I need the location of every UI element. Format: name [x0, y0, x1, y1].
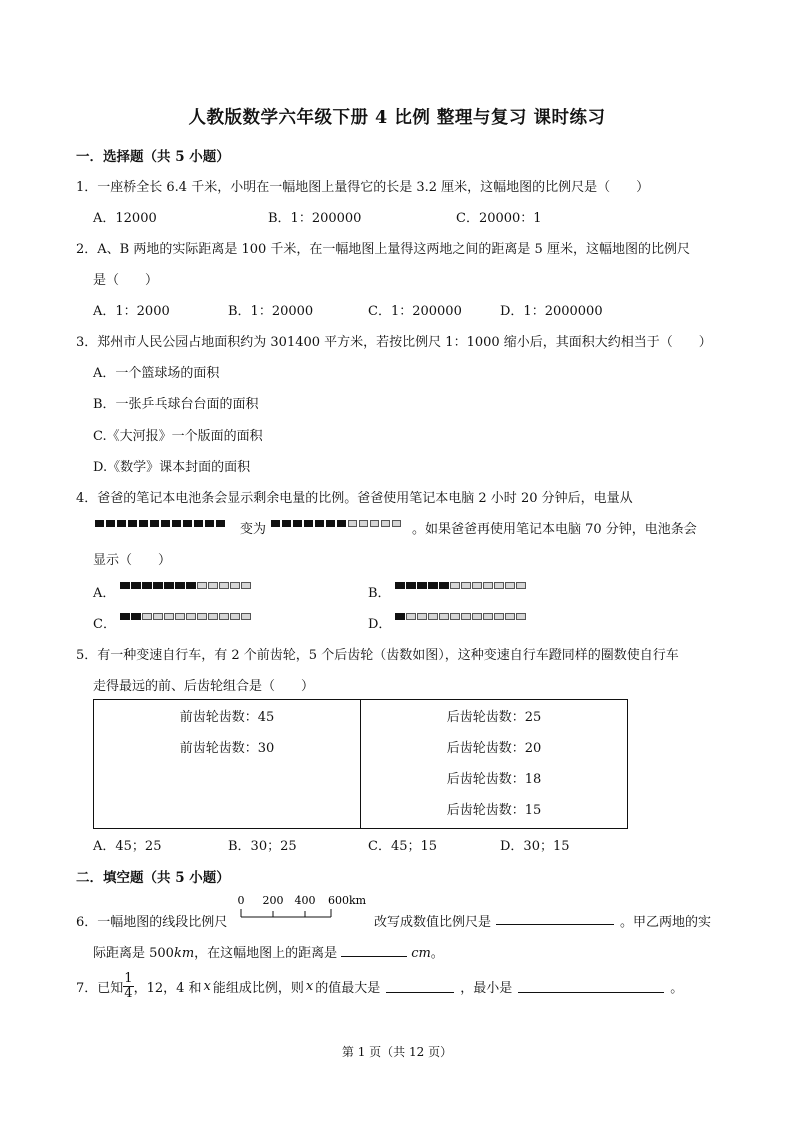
- q7-var: x: [203, 978, 211, 994]
- q3-option-c: C.《大河报》一个版面的面积: [93, 429, 263, 444]
- gear-table: [93, 699, 628, 829]
- battery-segment-empty: [417, 613, 427, 620]
- battery-segment-empty: [494, 613, 504, 620]
- fraction-numerator: 1: [124, 970, 133, 986]
- q3-option-d: D.《数学》课本封面的面积: [93, 460, 251, 475]
- q2-option-b: B．1：20000: [228, 304, 314, 319]
- q6-line2: [93, 942, 444, 961]
- q7-blank-max[interactable]: [386, 980, 454, 993]
- battery-segment-empty: [483, 613, 493, 620]
- battery-segment-empty: [230, 582, 240, 589]
- q4-stem-line2: 。如果爸爸再使用笔记本电脑 70 分钟，电池条会: [412, 522, 697, 537]
- q6-blank-1[interactable]: [496, 912, 614, 925]
- rear-gear-20: 后齿轮齿数：20: [446, 741, 542, 756]
- q7-mid3: 的值最大是: [315, 980, 381, 996]
- q7-blank-min[interactable]: [518, 980, 664, 993]
- q4-option-d-battery: [395, 613, 527, 620]
- front-gear-30: 前齿轮齿数：30: [179, 741, 275, 756]
- q6-prefix: 6．一幅地图的线段比例尺: [76, 915, 228, 930]
- battery-segment-empty: [494, 582, 504, 589]
- battery-segment-empty: [164, 613, 174, 620]
- scale-label-600km: 600km: [327, 894, 367, 907]
- battery-segment-full: [304, 520, 313, 527]
- battery-segment-full: [142, 582, 152, 589]
- front-gear-45: 前齿轮齿数：45: [179, 710, 275, 725]
- battery-segment-empty: [197, 613, 207, 620]
- battery-segment-full: [131, 582, 141, 589]
- q3-option-a: A．一个篮球场的面积: [93, 366, 220, 381]
- q7-prefix: 7．已知: [76, 980, 124, 996]
- battery-segment-empty: [406, 613, 416, 620]
- q5-option-d: D．30；15: [500, 839, 570, 854]
- q5-option-c: C．45；15: [368, 839, 438, 854]
- q6-line2-b: ，在这幅地图上的距离是: [194, 946, 338, 961]
- battery-segment-full: [293, 520, 302, 527]
- battery-segment-empty: [516, 613, 526, 620]
- battery-segment-full: [95, 520, 104, 527]
- battery-segment-empty: [370, 520, 379, 527]
- battery-segment-empty: [219, 582, 229, 589]
- q5-option-b: B．30；25: [228, 839, 297, 854]
- battery-segment-full: [439, 582, 449, 589]
- q7-mid2: 能组成比例，则: [212, 980, 304, 996]
- battery-segment-empty: [516, 582, 526, 589]
- q4-option-c-battery: [120, 613, 252, 620]
- q3-stem: 3．郑州市人民公园占地面积约为 301400 平方米，若按比例尺 1：1000 缩小后，其面积大约相当于（ ）: [76, 335, 712, 350]
- battery-segment-full: [139, 520, 148, 527]
- rear-gear-cell: [361, 700, 628, 829]
- q2-stem-line1: 2．A、B 两地的实际距离是 100 千米，在一幅地图上量得这两地之间的距离是 5 厘米，这幅地图的比例尺: [76, 242, 690, 257]
- battery-segment-empty: [461, 613, 471, 620]
- battery-segment-empty: [142, 613, 152, 620]
- q4-option-c-label: C．: [93, 617, 116, 632]
- q1-option-b: B．1：200000: [268, 211, 362, 226]
- battery-segment-full: [194, 520, 203, 527]
- battery-segment-full: [406, 582, 416, 589]
- section-heading-fill: 二．填空题（共 5 小题）: [76, 870, 230, 886]
- q6-line2-a: 际距离是 500: [93, 946, 174, 961]
- q2-stem-line2: 是（ ）: [93, 273, 159, 288]
- battery-segment-full: [315, 520, 324, 527]
- battery-segment-empty: [208, 582, 218, 589]
- battery-segment-empty: [472, 582, 482, 589]
- q4-change-word: 变为: [240, 522, 267, 537]
- q5-option-a: A．45；25: [93, 839, 162, 854]
- battery-segment-full: [326, 520, 335, 527]
- q2-option-d: D．1：2000000: [500, 304, 603, 319]
- section-heading-choice: 一．选择题（共 5 小题）: [76, 149, 230, 165]
- q6-line2-end: 。: [430, 946, 444, 961]
- q5-stem-line2: 走得最远的前、后齿轮组合是（ ）: [93, 679, 315, 694]
- battery-segment-empty: [241, 613, 251, 620]
- q6-middle: 改写成数值比例尺是: [374, 915, 492, 930]
- scale-label-400: 400: [294, 894, 316, 907]
- battery-segment-empty: [439, 613, 449, 620]
- battery-segment-full: [428, 582, 438, 589]
- battery-segment-empty: [483, 582, 493, 589]
- q2-option-a: A．1：2000: [93, 304, 170, 319]
- q4-stem-line3: 显示（ ）: [93, 553, 172, 568]
- battery-segment-empty: [505, 582, 515, 589]
- battery-segment-full: [117, 520, 126, 527]
- q1-option-a: A．12000: [93, 211, 157, 226]
- battery-segment-full: [161, 520, 170, 527]
- battery-segment-empty: [219, 613, 229, 620]
- battery-segment-full: [106, 520, 115, 527]
- battery-segment-full: [164, 582, 174, 589]
- q7-mid1: ，12，4 和: [133, 980, 202, 996]
- battery-segment-full: [150, 520, 159, 527]
- q4-option-a-battery: [120, 582, 252, 589]
- battery-segment-empty: [428, 613, 438, 620]
- q3-option-b: B．一张乒乓球台台面的面积: [93, 397, 259, 412]
- q7-mid4: ，最小是: [460, 980, 513, 996]
- scale-label-200: 200: [262, 894, 284, 907]
- page-title: 人教版数学六年级下册 4 比例 整理与复习 课时练习: [188, 108, 606, 128]
- battery-before: [95, 520, 227, 527]
- page-footer: 第 1 页（共 12 页）: [341, 1045, 453, 1059]
- battery-segment-empty: [472, 613, 482, 620]
- battery-segment-empty: [450, 613, 460, 620]
- battery-segment-empty: [381, 520, 390, 527]
- fraction-denominator: 4: [124, 985, 133, 1001]
- battery-segment-empty: [197, 582, 207, 589]
- battery-segment-empty: [461, 582, 471, 589]
- battery-segment-full: [205, 520, 214, 527]
- battery-segment-empty: [241, 582, 251, 589]
- q7-line: [76, 966, 683, 1006]
- q1-option-c: C．20000：1: [456, 211, 542, 226]
- battery-segment-empty: [359, 520, 368, 527]
- battery-segment-full: [395, 613, 405, 620]
- q7-end: 。: [670, 980, 684, 996]
- battery-segment-full: [128, 520, 137, 527]
- q6-blank-2[interactable]: [341, 944, 407, 957]
- rear-gear-15: 后齿轮齿数：15: [446, 803, 542, 818]
- line-scale-ruler: [232, 893, 367, 923]
- scale-label-0: 0: [237, 894, 245, 907]
- q6-unit-km: km: [173, 946, 195, 961]
- q4-stem-line1: 4．爸爸的笔记本电池条会显示剩余电量的比例。爸爸使用笔记本电脑 2 小时 20 分钟后，电量从: [76, 491, 633, 506]
- battery-after: [271, 520, 403, 527]
- battery-segment-full: [337, 520, 346, 527]
- fraction-one-quarter: [123, 972, 133, 1001]
- rear-gear-18: 后齿轮齿数：18: [446, 772, 542, 787]
- q4-option-d-label: D．: [368, 617, 392, 632]
- battery-segment-full: [395, 582, 405, 589]
- battery-segment-full: [172, 520, 181, 527]
- battery-segment-full: [120, 613, 130, 620]
- q4-option-b-battery: [395, 582, 527, 589]
- battery-segment-empty: [186, 613, 196, 620]
- battery-segment-empty: [153, 613, 163, 620]
- q5-stem-line1: 5．有一种变速自行车，有 2 个前齿轮，5 个后齿轮（齿数如图），这种变速自行车蹬同样的圈数使自行车: [76, 648, 679, 663]
- battery-segment-full: [282, 520, 291, 527]
- front-gear-cell: [94, 700, 361, 829]
- battery-segment-full: [131, 613, 141, 620]
- battery-segment-empty: [505, 613, 515, 620]
- battery-segment-empty: [348, 520, 357, 527]
- battery-segment-empty: [175, 613, 185, 620]
- battery-segment-full: [417, 582, 427, 589]
- battery-segment-full: [186, 582, 196, 589]
- battery-segment-empty: [450, 582, 460, 589]
- battery-segment-full: [153, 582, 163, 589]
- q7-var-2: x: [305, 978, 314, 994]
- battery-segment-full: [183, 520, 192, 527]
- q2-option-c: C．1：200000: [368, 304, 462, 319]
- battery-segment-empty: [230, 613, 240, 620]
- q1-stem: 1．一座桥全长 6.4 千米，小明在一幅地图上量得它的长是 3.2 厘米，这幅地图的比例尺是（ ）: [76, 180, 650, 195]
- battery-segment-full: [120, 582, 130, 589]
- rear-gear-25: 后齿轮齿数：25: [446, 710, 542, 725]
- q6-unit-cm: cm: [411, 946, 431, 961]
- battery-segment-full: [175, 582, 185, 589]
- q6-end: 。甲乙两地的实: [620, 915, 712, 930]
- battery-segment-empty: [208, 613, 218, 620]
- q4-option-b-label: B．: [368, 586, 391, 601]
- q4-option-a-label: A．: [93, 586, 116, 601]
- battery-segment-full: [216, 520, 225, 527]
- battery-segment-full: [271, 520, 280, 527]
- battery-segment-empty: [392, 520, 401, 527]
